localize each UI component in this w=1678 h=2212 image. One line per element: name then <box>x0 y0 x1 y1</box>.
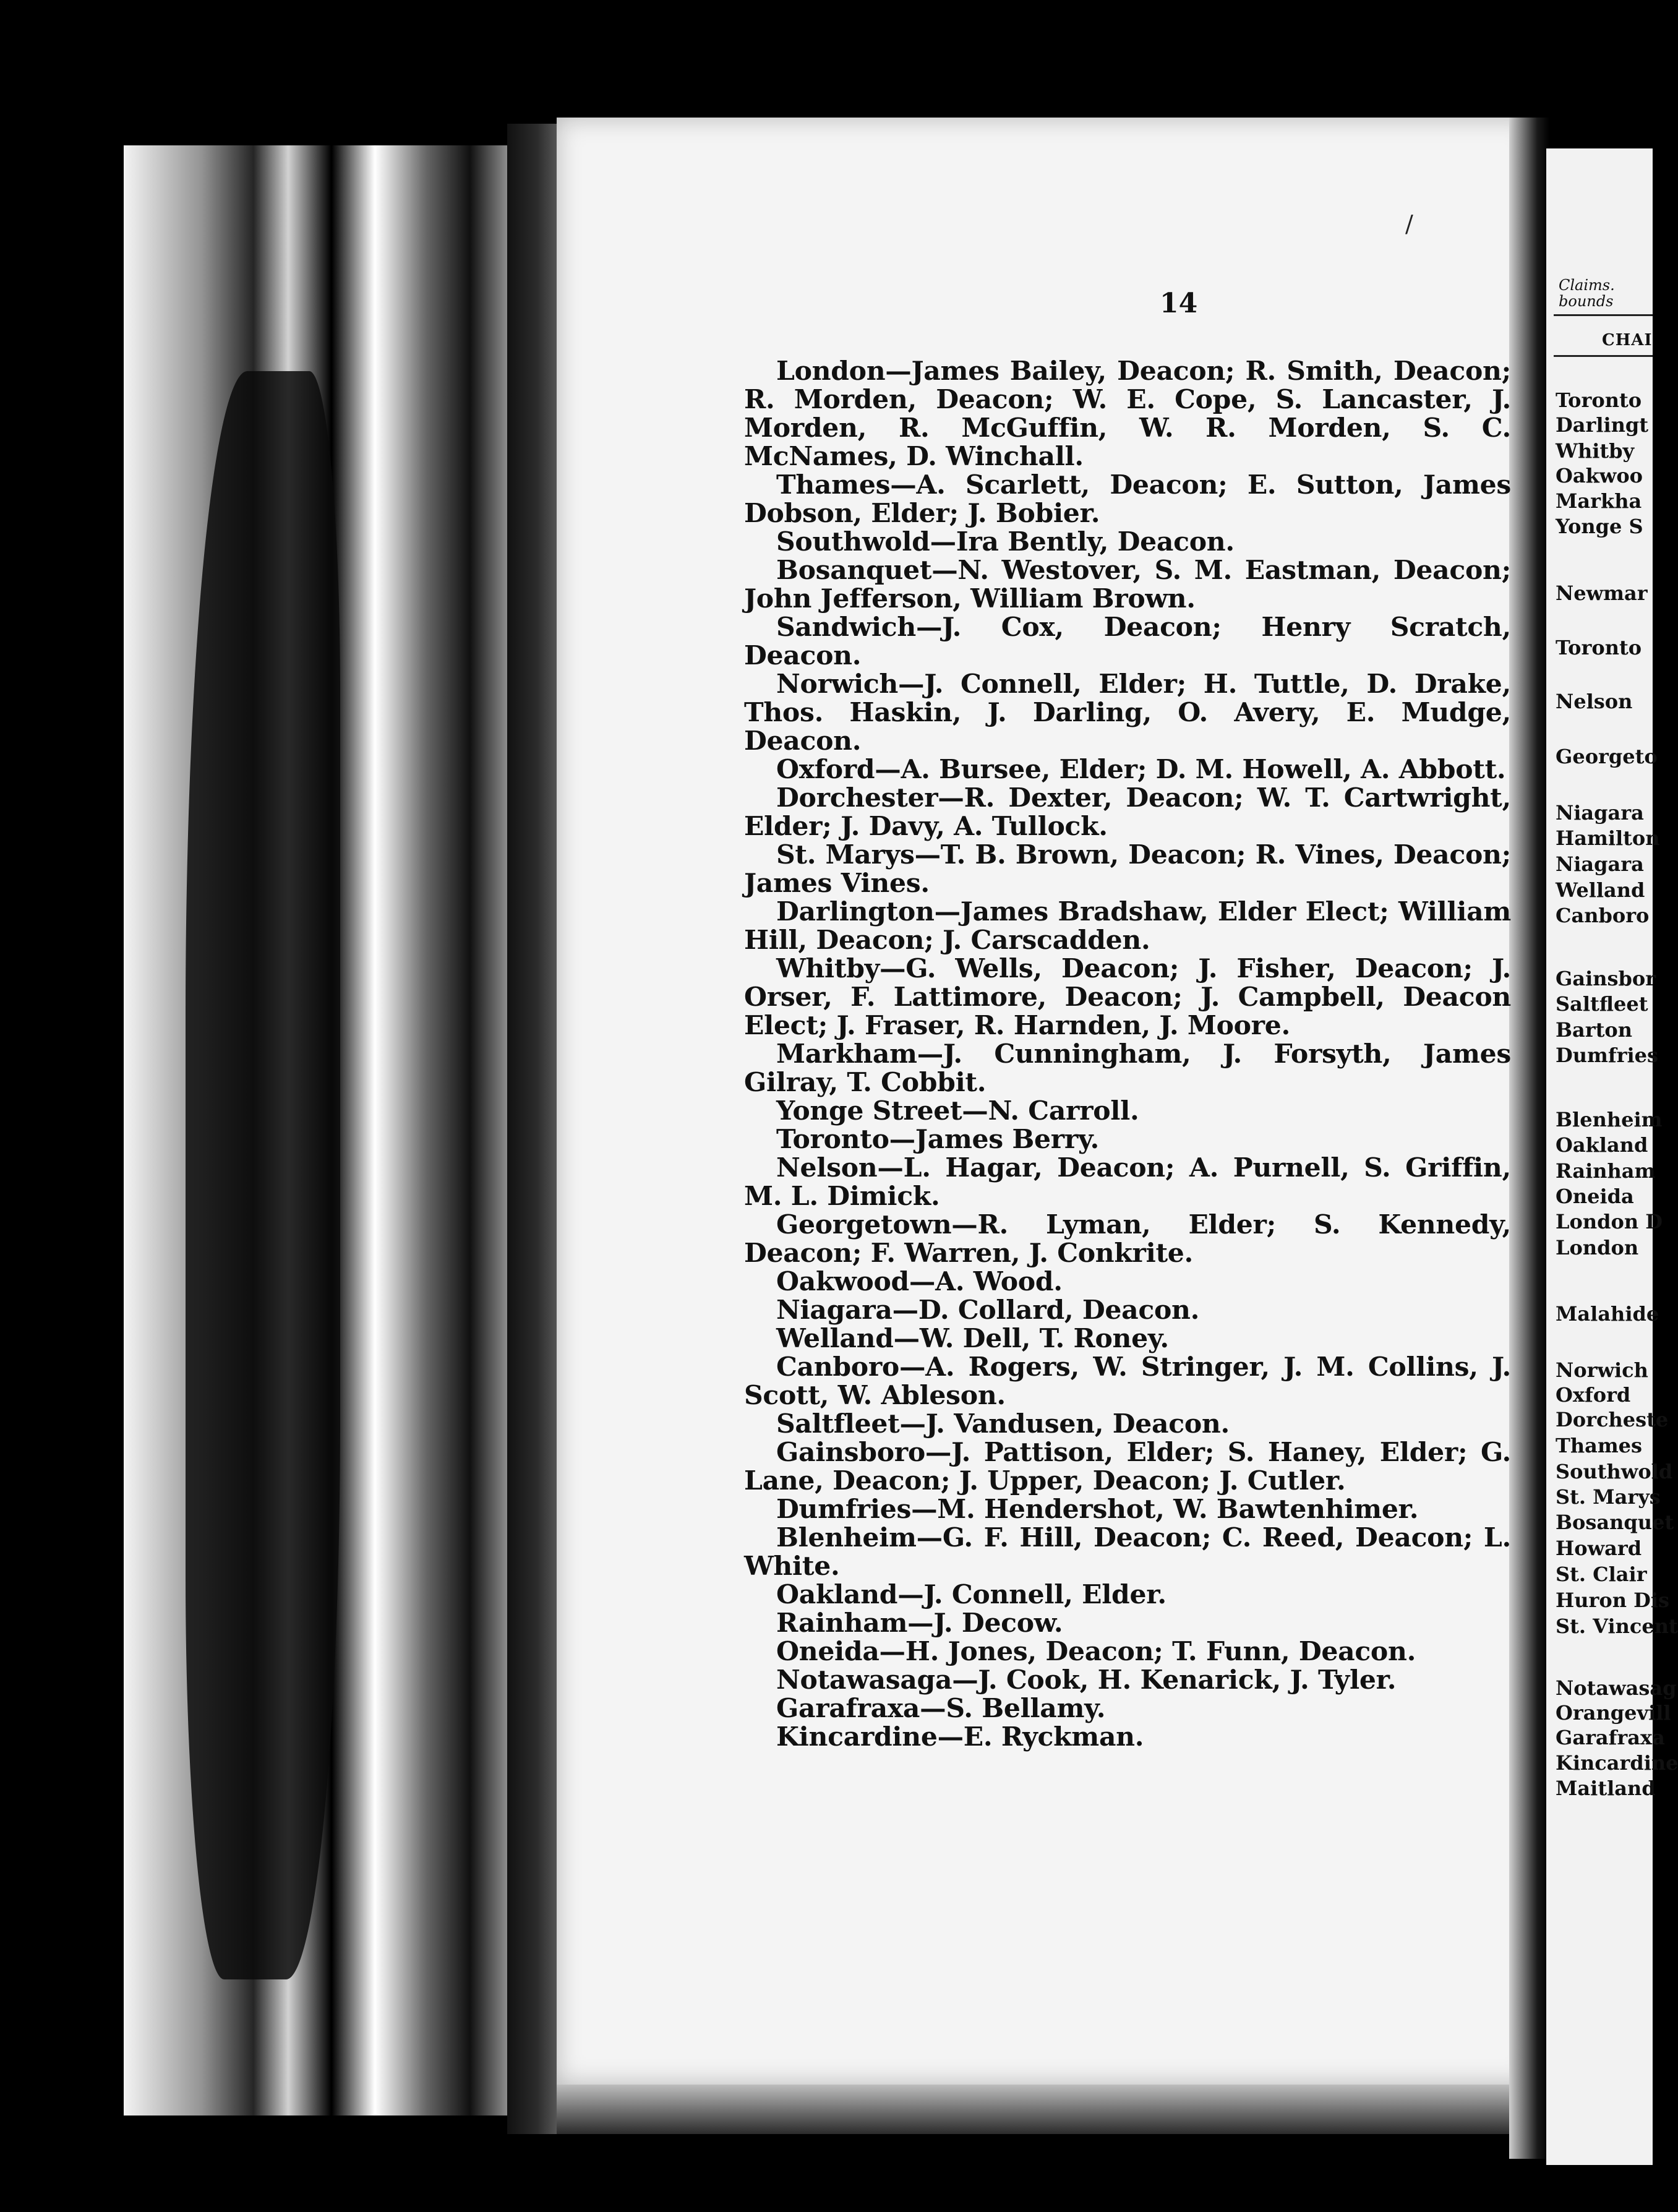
list-item: Rainham <box>1556 1159 1656 1183</box>
list-item: Southwold—Ira Bently, Deacon. <box>776 526 1235 557</box>
list-item: Bosanquet <box>1556 1511 1674 1534</box>
list-item: London <box>1556 1236 1639 1259</box>
list-item: Notawasaga—J. Cook, H. Kenarick, J. Tyler. <box>776 1665 1397 1695</box>
pencil-mark: / <box>1405 210 1413 238</box>
list-item: Huron Dis <box>1556 1588 1670 1612</box>
list-item: Hamilton <box>1556 826 1660 850</box>
list-item: Saltfleet <box>1556 992 1648 1016</box>
list-item: Welland <box>1556 878 1645 902</box>
list-item: Georgetown—R. Lyman, Elder; S. Kennedy, Deacon; F. Warren, J. Conkrite. <box>744 1209 1511 1269</box>
list-item: Oakwood—A. Wood. <box>776 1266 1063 1297</box>
list-item: Yonge Street—N. Carroll. <box>776 1095 1139 1126</box>
list-item: Gainsboro—J. Pattison, Elder; S. Haney, Elder; G. Lane, Deacon; J. Upper, Deacon; J. Cutler. <box>744 1437 1511 1496</box>
list-item: Saltfleet—J. Vandusen, Deacon. <box>776 1408 1230 1439</box>
list-item: Darlingt <box>1556 413 1649 437</box>
list-item: Dorchester—R. Dexter, Deacon; W. T. Cartwright, Elder; J. Davy, A. Tullock. <box>744 782 1511 842</box>
list-item: Sandwich—J. Cox, Deacon; Henry Scratch, Deacon. <box>744 612 1511 671</box>
list-item: Welland—W. Dell, T. Roney. <box>776 1323 1169 1354</box>
header-line: Claims. <box>1559 276 1615 294</box>
list-item: Thames—A. Scarlett, Deacon; E. Sutton, James Dobson, Elder; J. Bobier. <box>744 469 1511 529</box>
header-line: bounds <box>1559 293 1614 310</box>
list-item: Thames <box>1556 1434 1643 1457</box>
page-bottom-shadow <box>557 2085 1534 2134</box>
divider <box>1554 314 1653 316</box>
list-item: Yonge S <box>1556 515 1643 538</box>
list-item: London D <box>1556 1210 1663 1233</box>
list-item: London—James Bailey, Deacon; R. Smith, Deacon; R. Morden, Deacon; W. E. Cope, S. Lancaster, J. Morden, R. McGuffin, W. R. Morden, S. C. McNames, D. Winchall. <box>744 356 1511 472</box>
list-item: Oneida—H. Jones, Deacon; T. Funn, Deacon. <box>776 1636 1416 1667</box>
list-item: Oneida <box>1556 1185 1634 1208</box>
list-item: Blenheim—G. F. Hill, Deacon; C. Reed, Deacon; L. White. <box>744 1522 1511 1582</box>
list-item: Niagara—D. Collard, Deacon. <box>776 1295 1200 1326</box>
list-item: Garafraxa—S. Bellamy. <box>776 1693 1106 1724</box>
list-item: St. Clair <box>1556 1563 1647 1586</box>
list-item: Whitby <box>1556 439 1635 463</box>
list-item: Maitland <box>1556 1777 1656 1800</box>
divider <box>1554 355 1653 357</box>
list-item: Dumfries <box>1556 1044 1659 1067</box>
list-item: St. Vincent <box>1556 1614 1678 1638</box>
list-item: St. Marys—T. B. Brown, Deacon; R. Vines, Deacon; James Vines. <box>744 839 1511 899</box>
list-item: Oakland—J. Connell, Elder. <box>776 1579 1166 1610</box>
church-officers-list <box>744 357 1511 1751</box>
list-item: Niagara <box>1556 852 1644 876</box>
list-item: Toronto—James Berry. <box>776 1124 1099 1155</box>
list-item: Kincardine <box>1556 1751 1678 1775</box>
list-item: Kincardine—E. Ryckman. <box>776 1721 1144 1752</box>
list-item: Toronto <box>1556 388 1642 412</box>
list-item: Oakland <box>1556 1133 1648 1157</box>
list-item: Newmar <box>1556 581 1648 605</box>
list-item: Bosanquet—N. Westover, S. M. Eastman, Deacon; John Jefferson, William Brown. <box>744 555 1511 614</box>
right-gutter <box>1509 118 1549 2159</box>
list-item: Georgeto <box>1556 745 1658 768</box>
list-item: Darlington—James Bradshaw, Elder Elect; William Hill, Deacon; J. Carscadden. <box>744 896 1511 956</box>
list-item: Canboro—A. Rogers, W. Stringer, J. M. Collins, J. Scott, W. Ableson. <box>744 1352 1511 1411</box>
list-item: Oakwoo <box>1556 464 1643 487</box>
page-edge-shadow <box>186 371 340 1979</box>
list-item: Barton <box>1556 1018 1633 1042</box>
list-item: Oxford—A. Bursee, Elder; D. M. Howell, A. Abbott. <box>776 754 1506 785</box>
column-label: CHAI <box>1602 331 1653 349</box>
list-item: Orangevill <box>1556 1701 1671 1725</box>
list-item: Markham—J. Cunningham, J. Forsyth, James Gilray, T. Cobbit. <box>744 1039 1511 1098</box>
page-number: 14 <box>1160 288 1198 319</box>
list-item: Norwich <box>1556 1358 1648 1382</box>
list-item: Dumfries—M. Hendershot, W. Bawtenhimer. <box>776 1494 1419 1525</box>
list-item: Notawasag <box>1556 1676 1677 1700</box>
list-item: Nelson <box>1556 690 1633 713</box>
list-item: Gainsbor <box>1556 967 1656 990</box>
list-item: Oxford <box>1556 1383 1631 1407</box>
list-item: Markha <box>1556 489 1642 513</box>
list-item: Canboro <box>1556 904 1650 927</box>
list-item: Niagara <box>1556 801 1644 825</box>
list-item: Rainham—J. Decow. <box>776 1608 1063 1639</box>
list-item: Blenheim <box>1556 1108 1663 1131</box>
facing-page-column-header <box>1559 277 1653 309</box>
list-item: Whitby—G. Wells, Deacon; J. Fisher, Deacon; J. Orser, F. Lattimore, Deacon; J. Campbell, Deacon Elect; J. Fraser, R. Harnden, J. Moore. <box>744 953 1511 1041</box>
list-item: Howard <box>1556 1537 1642 1560</box>
list-item: Toronto <box>1556 636 1642 659</box>
list-item: St. Marys <box>1556 1485 1661 1509</box>
list-item: Malahide <box>1556 1302 1659 1326</box>
list-item: Garafraxa <box>1556 1726 1665 1749</box>
list-item: Southwold <box>1556 1460 1673 1483</box>
book-gutter <box>507 124 557 2134</box>
list-item: Nelson—L. Hagar, Deacon; A. Purnell, S. Griffin, M. L. Dimick. <box>744 1152 1511 1212</box>
list-item: Dorcheste <box>1556 1408 1669 1431</box>
list-item: Norwich—J. Connell, Elder; H. Tuttle, D. Drake, Thos. Haskin, J. Darling, O. Avery, E. Mudge, Deacon. <box>744 669 1511 757</box>
